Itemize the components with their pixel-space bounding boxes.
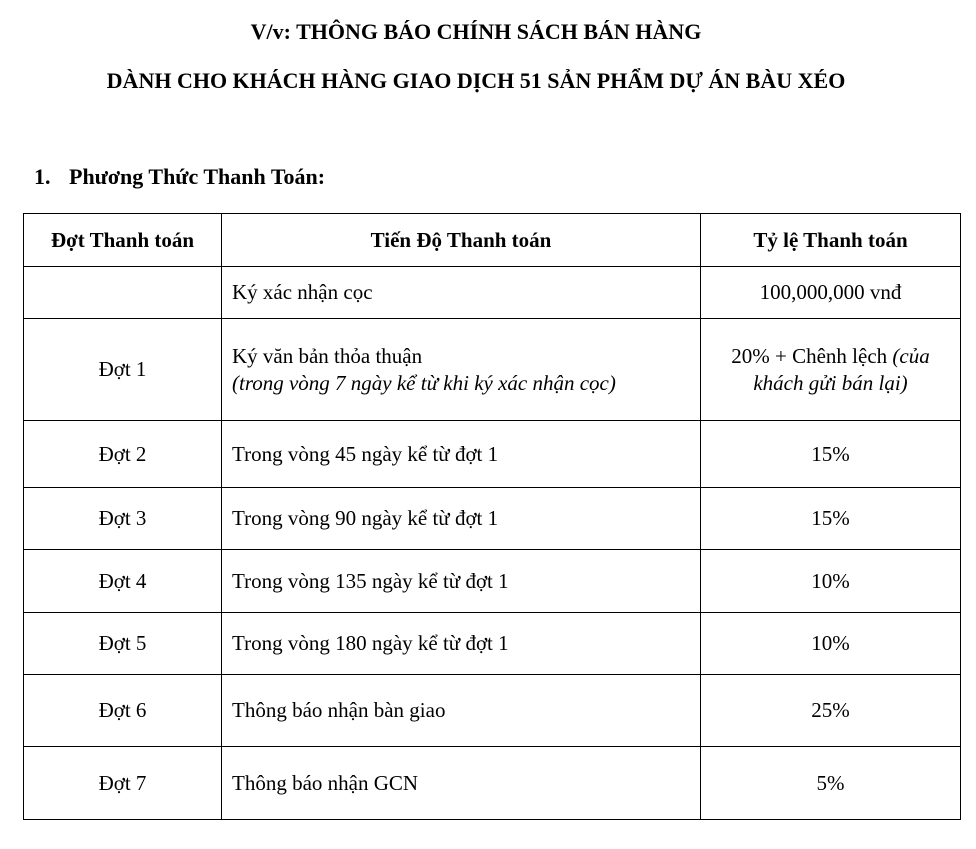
- cell-phase: Đợt 3: [24, 488, 222, 550]
- cell-phase: Đợt 4: [24, 550, 222, 613]
- section-heading: [34, 164, 325, 190]
- schedule-note: (trong vòng 7 ngày kể từ khi ký xác nhận cọc): [232, 370, 616, 395]
- cell-rate: 10%: [701, 550, 961, 613]
- section-title: Phương Thức Thanh Toán:: [69, 164, 326, 189]
- header-rate: Tỷ lệ Thanh toán: [701, 214, 961, 267]
- cell-phase: Đợt 5: [24, 613, 222, 675]
- cell-rate: 15%: [701, 421, 961, 488]
- cell-schedule: Thông báo nhận GCN: [222, 747, 701, 820]
- table-row: [24, 675, 961, 747]
- section-number: 1.: [34, 164, 51, 189]
- cell-rate: 25%: [701, 675, 961, 747]
- cell-phase: [24, 267, 222, 319]
- cell-phase: Đợt 2: [24, 421, 222, 488]
- cell-rate: 10%: [701, 613, 961, 675]
- cell-rate: [701, 319, 961, 421]
- cell-phase: Đợt 1: [24, 319, 222, 421]
- table-row: [24, 488, 961, 550]
- rate-note: (của khách gửi bán lại): [753, 343, 930, 395]
- table-row: [24, 613, 961, 675]
- header-schedule: Tiến Độ Thanh toán: [222, 214, 701, 267]
- table-row: [24, 267, 961, 319]
- cell-rate: 5%: [701, 747, 961, 820]
- cell-schedule: Trong vòng 45 ngày kể từ đợt 1: [222, 421, 701, 488]
- table-row: [24, 319, 961, 421]
- cell-phase: Đợt 6: [24, 675, 222, 747]
- table-row: [24, 550, 961, 613]
- table-header-row: [24, 214, 961, 267]
- cell-schedule: Trong vòng 135 ngày kể từ đợt 1: [222, 550, 701, 613]
- document-title-line2: DÀNH CHO KHÁCH HÀNG GIAO DỊCH 51 SẢN PHẨM DỰ ÁN BÀU XÉO: [106, 68, 846, 93]
- cell-schedule: Trong vòng 90 ngày kể từ đợt 1: [222, 488, 701, 550]
- cell-rate: 15%: [701, 488, 961, 550]
- cell-schedule: Ký xác nhận cọc: [222, 267, 701, 319]
- document-title-line1: V/v: THÔNG BÁO CHÍNH SÁCH BÁN HÀNG: [250, 19, 702, 44]
- cell-schedule: Trong vòng 180 ngày kể từ đợt 1: [222, 613, 701, 675]
- schedule-text: Ký văn bản thỏa thuận: [232, 343, 423, 368]
- cell-phase: Đợt 7: [24, 747, 222, 820]
- rate-text: 20% + Chênh lệch: [731, 343, 888, 368]
- table-row: [24, 421, 961, 488]
- cell-schedule: [222, 319, 701, 421]
- table-row: [24, 747, 961, 820]
- header-phase: Đợt Thanh toán: [24, 214, 222, 267]
- cell-rate: 100,000,000 vnđ: [701, 267, 961, 319]
- payment-schedule-table: [23, 213, 961, 820]
- cell-schedule: Thông báo nhận bàn giao: [222, 675, 701, 747]
